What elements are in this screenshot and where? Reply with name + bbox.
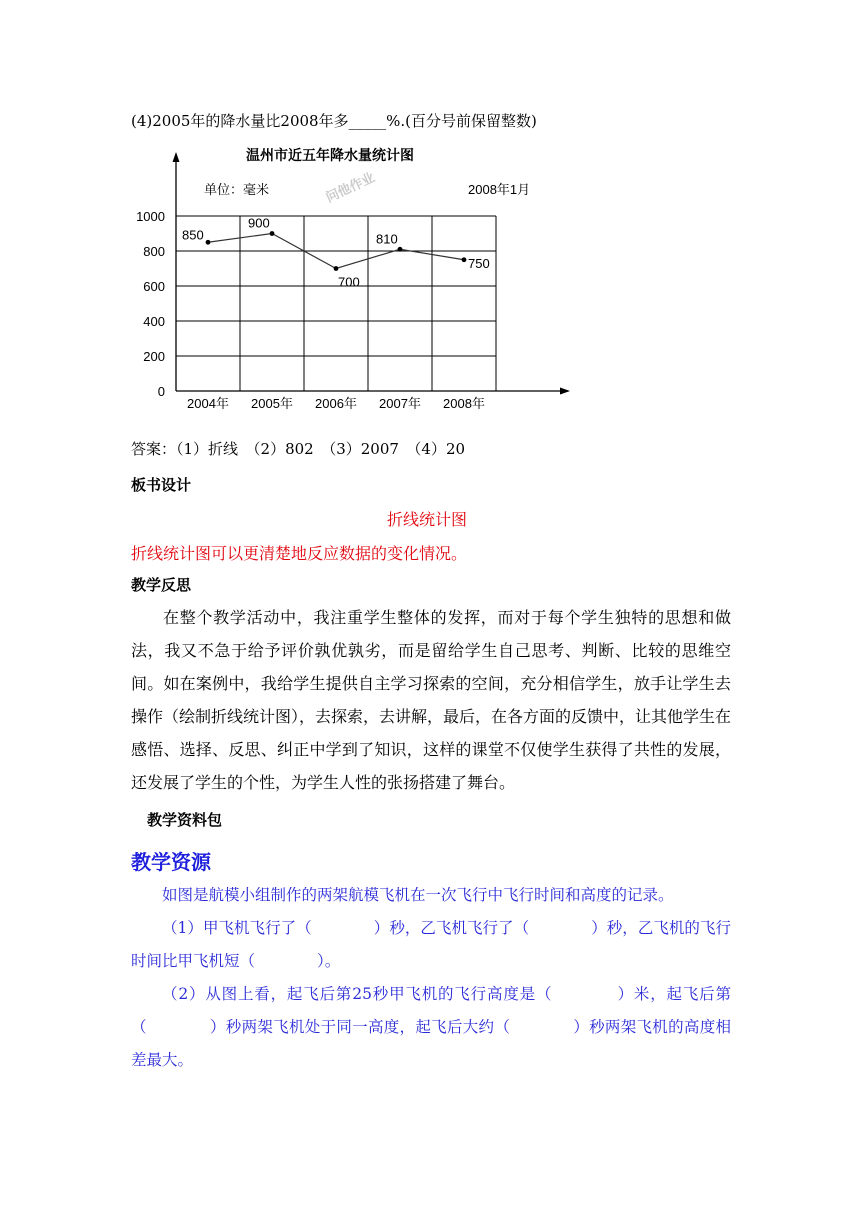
x-tick-label: 2005年	[251, 396, 293, 411]
resource-question-2: （2）从图上看，起飞后第25秒甲飞机的飞行高度是（ ）米，起飞后第（ ）秒两架飞机处于同一高度，起飞后大约（ ）秒两架飞机的高度相差最大。	[131, 985, 731, 1069]
precipitation-line-chart	[124, 138, 584, 413]
data-label: 900	[248, 215, 270, 231]
board-text: 折线统计图可以更清楚地反应数据的变化情况。	[131, 544, 468, 563]
data-point	[398, 247, 403, 252]
resources-block	[131, 879, 731, 1077]
x-tick-labels	[187, 396, 485, 411]
data-label: 810	[376, 231, 398, 247]
data-labels	[182, 216, 490, 290]
x-tick-label: 2008年	[443, 396, 485, 411]
reflection-paragraph	[131, 601, 731, 799]
x-tick-label: 2006年	[315, 396, 357, 411]
y-tick-label: 800	[143, 244, 165, 259]
date-label: 2008年1月	[468, 182, 531, 197]
reflection-heading: 教学反思	[131, 576, 192, 594]
data-label: 750	[468, 255, 490, 271]
package-heading: 教学资料包	[147, 811, 223, 829]
board-design-heading: 板书设计	[131, 476, 192, 494]
board-title: 折线统计图	[387, 510, 468, 529]
resource-intro: 如图是航模小组制作的两架航模飞机在一次飞行中飞行时间和高度的记录。	[162, 886, 674, 904]
answer-line: 答案：（1）折线 （2）802 （3）2007 （4）20	[131, 440, 466, 458]
y-tick-label: 400	[143, 314, 165, 329]
x-axis-arrow	[560, 388, 570, 395]
reflection-body: 在整个教学活动中，我注重学生整体的发挥，而对于每个学生独特的思想和做法，我又不急于给予评价孰优孰劣，而是留给学生自己思考、判断、比较的思维空间。如在案例中，我给学生提供自主学习探索的空间，充分相信学生，放手让学生去操作（绘制折线统计图），去探索，去讲解，最后，在各方面的反馈中，让其他学生在感悟、选择、反思、纠正中学到了知识，这样的课堂不仅使学生获得了共性的发展，还发展了学生的个性，为学生人性的张扬搭建了舞台。	[131, 608, 732, 792]
chart-title: 温州市近五年降水量统计图	[246, 147, 414, 163]
x-tick-label: 2004年	[187, 396, 229, 411]
x-tick-label: 2007年	[379, 396, 421, 411]
y-tick-label: 1000	[136, 209, 165, 224]
data-label: 850	[182, 227, 204, 243]
data-label: 700	[338, 274, 360, 290]
data-point	[334, 266, 339, 271]
data-point	[206, 240, 211, 245]
y-tick-label: 0	[157, 384, 165, 399]
resource-question-1: （1）甲飞机飞行了（ ）秒，乙飞机飞行了（ ）秒，乙飞机的飞行时间比甲飞机短（ ）。	[131, 919, 731, 970]
y-tick-label: 600	[143, 279, 165, 294]
unit-label: 单位：毫米	[204, 182, 270, 197]
y-axis-arrow	[173, 152, 180, 162]
y-tick-labels	[136, 209, 165, 399]
chart-grid	[176, 216, 496, 391]
data-point	[462, 257, 467, 262]
watermark: 问他作业	[323, 169, 377, 206]
resources-heading: 教学资源	[131, 850, 211, 874]
question-4: (4)2005年的降水量比2008年多_____%.(百分号前保留整数)	[131, 112, 537, 130]
y-tick-label: 200	[143, 349, 165, 364]
data-point	[270, 231, 275, 236]
